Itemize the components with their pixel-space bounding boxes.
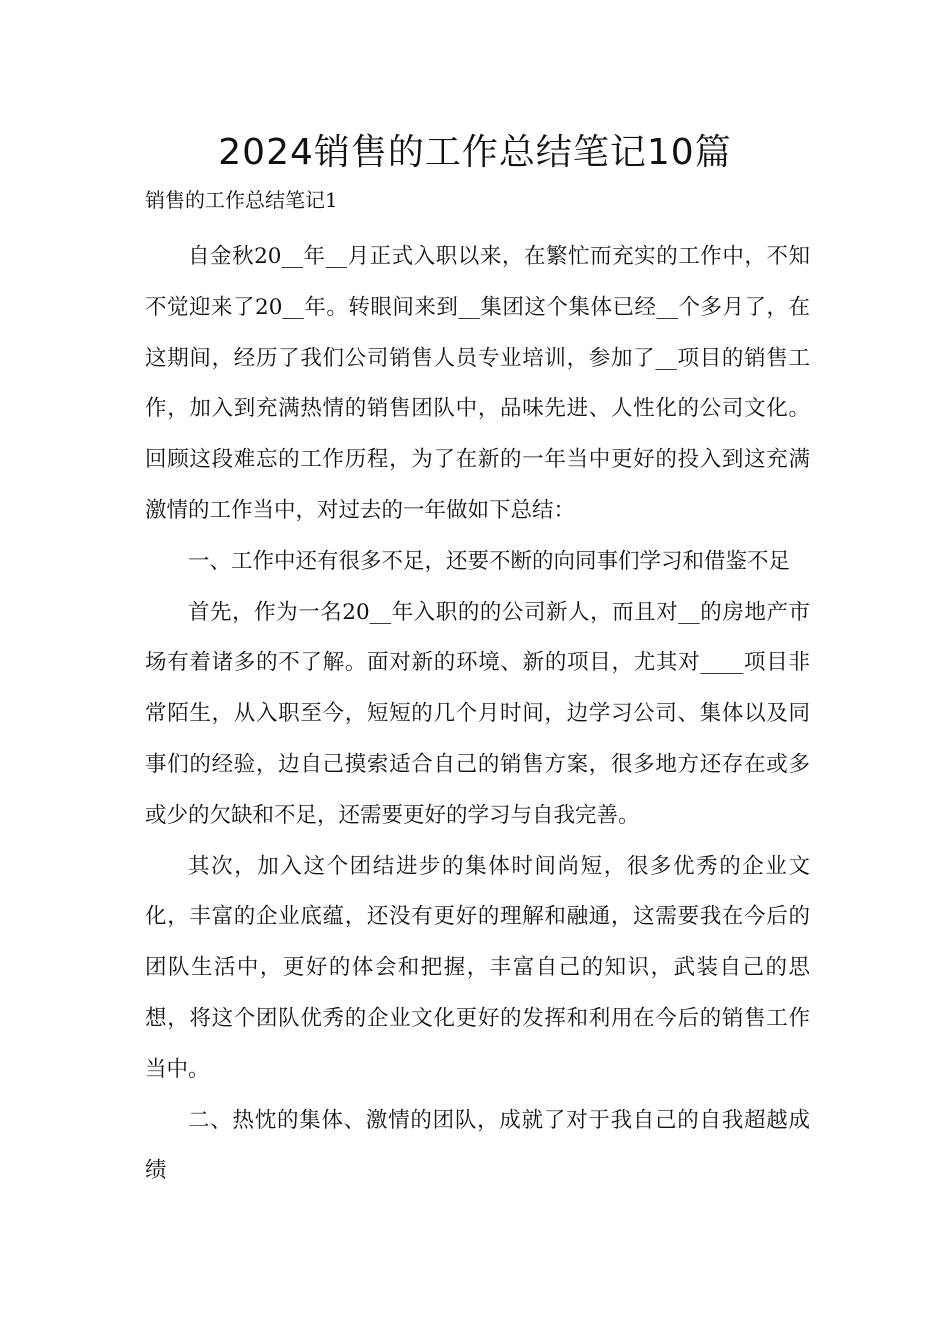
document-body (145, 232, 810, 1197)
paragraph-point-one: 一、工作中还有很多不足，还要不断的向同事们学习和借鉴不足 (188, 548, 791, 574)
section-heading: 销售的工作总结笔记1 (145, 188, 338, 212)
paragraph-first: 首先，作为一名20__年入职的的公司新人，而且对__的房地产市场有着诸多的不了解。面对新的环境、新的项目，尤其对____项目非常陌生，从入职至今，短短的几个月时间，边学习公司、集体以及同事们的经验，边自己摸索适合自己的销售方案，很多地方还存在或多或少的欠缺和不足，还需要更好的学习与自我完善。 (145, 599, 810, 828)
paragraph-intro: 自金秋20__年__月正式入职以来，在繁忙而充实的工作中，不知不觉迎来了20__年。转眼间来到__集团这个集体已经__个多月了，在这期间，经历了我们公司销售人员专业培训，参加了__项目的销售工作，加入到充满热情的销售团队中，品味先进、人性化的公司文化。回顾这段难忘的工作历程，为了在新的一年当中更好的投入到这充满激情的工作当中，对过去的一年做如下总结： (145, 244, 810, 523)
paragraph-second: 其次，加入这个团结进步的集体时间尚短，很多优秀的企业文化，丰富的企业底蕴，还没有更好的理解和融通，这需要我在今后的团队生活中，更好的体会和把握，丰富自己的知识，武装自己的思想，将这个团队优秀的企业文化更好的发挥和利用在今后的销售工作当中。 (145, 853, 810, 1082)
paragraph-point-two: 二、热忱的集体、激情的团队，成就了对于我自己的自我超越成绩 (145, 1107, 810, 1184)
document-title: 2024销售的工作总结笔记10篇 (218, 132, 732, 173)
